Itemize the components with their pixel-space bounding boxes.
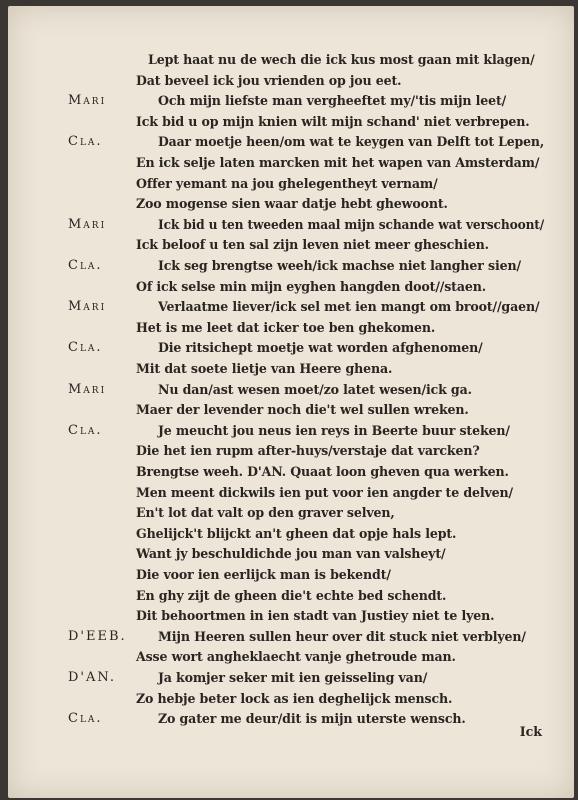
verse-line — [8, 73, 574, 95]
verse-line — [8, 299, 574, 321]
verse-line — [8, 443, 574, 465]
verse-line — [8, 361, 574, 383]
verse-text: Mit dat soete lietje van Heere ghena. — [136, 361, 393, 376]
verse-text: Dat beveel ick jou vrienden op jou eet. — [136, 72, 402, 88]
verse-text: Ick bid u op mijn knien wilt mijn schand' niet verbrepen. — [136, 113, 530, 129]
verse-text: Men meent dickwils ien put voor ien angder te delven/ — [136, 484, 513, 500]
verse-line — [8, 52, 574, 74]
verse-text: Ick seg brengtse weeh/ick machse niet langher sien/ — [158, 258, 521, 273]
verse-text: Zo gater me deur/dit is mijn uterste wensch. — [158, 711, 466, 727]
verse-text: Maer der levender noch die't wel sullen wreken. — [136, 402, 469, 418]
verse-line — [8, 340, 574, 362]
verse-text: Mijn Heeren sullen heur over dit stuck niet verblyen/ — [158, 628, 526, 644]
verse-line — [8, 279, 574, 301]
verse-text: Het is me leet dat icker toe ben ghekomen. — [136, 319, 436, 335]
verse-text: Ick beloof u ten sal zijn leven niet meer gheschien. — [136, 237, 489, 253]
verse-text: En't lot dat valt op den graver selven, — [136, 505, 395, 521]
speaker-label: Mari — [68, 216, 107, 232]
verse-text: Die ritsichept moetje wat worden afghenomen/ — [158, 340, 483, 356]
verse-line — [8, 134, 574, 156]
verse-text: Offer yemant na jou ghelegentheyt vernam/ — [136, 175, 438, 191]
verse-text: Je meucht jou neus ien reys in Beerte buur steken/ — [158, 422, 510, 438]
verse-line — [8, 217, 574, 239]
verse-text: Ick bid u ten tweeden maal mijn schande wat verschoont/ — [158, 216, 545, 232]
verse-text: Zo hebje beter lock as ien deghelijck mensch. — [136, 690, 453, 706]
verse-line — [8, 402, 574, 424]
verse-line — [8, 258, 574, 280]
verse-text: Brengtse weeh. D'AN. Quaat loon gheven qua werken. — [136, 464, 509, 479]
verse-line — [8, 608, 574, 630]
verse-text: Lept haat nu de wech die ick kus most gaan mit klagen/ — [148, 52, 535, 67]
verse-line — [8, 196, 574, 218]
verse-line — [8, 691, 574, 713]
verse-text: Asse wort angheklaecht vanje ghetroude man. — [136, 649, 456, 665]
verse-text: En ick selje laten marcken mit het wapen van Amsterdam/ — [136, 155, 540, 170]
verse-line — [8, 711, 574, 733]
verse-text: Ja komjer seker mit ien geisseling van/ — [158, 670, 428, 685]
verse-line — [8, 320, 574, 342]
speaker-label: Cla. — [68, 134, 103, 150]
speaker-label: Cla. — [68, 258, 103, 273]
verse-line — [8, 567, 574, 589]
verse-line — [8, 93, 574, 115]
speaker-label: D'EEB. — [68, 628, 127, 644]
verse-text: Want jy beschuldichde jou man van valsheyt/ — [136, 546, 446, 562]
verse-text: Och mijn liefste man vergheeftet my/'tis mijn leet/ — [158, 93, 507, 109]
verse-text: Of ick selse min mijn eyghen hangden doot//staen. — [136, 278, 486, 294]
verse-text: Dit behoortmen in ien stadt van Justiey niet te lyen. — [136, 608, 495, 624]
speaker-label: Mari — [68, 381, 107, 397]
verse-text: Die voor ien eerlijck man is bekendt/ — [136, 567, 391, 582]
speaker-label: Cla. — [68, 340, 103, 356]
catchword: Ick — [519, 724, 542, 739]
verse-text: Zoo mogense sien waar datje hebt ghewoont. — [136, 196, 448, 212]
verse-text: Ghelijck't blijckt an't gheen dat opje hals lept. — [136, 525, 457, 541]
verse-line — [8, 649, 574, 671]
verse-line — [8, 546, 574, 568]
book-page — [8, 6, 574, 798]
verse-line — [8, 155, 574, 177]
speaker-label: Cla. — [68, 422, 103, 438]
verse-line — [8, 629, 574, 651]
speaker-label: Mari — [68, 93, 107, 109]
verse-line — [8, 382, 574, 404]
verse-text: En ghy zijt de gheen die't echte bed schendt. — [136, 587, 447, 603]
verse-line — [8, 588, 574, 610]
verse-line — [8, 505, 574, 527]
verse-line — [8, 114, 574, 136]
verse-line — [8, 485, 574, 507]
speaker-label: Mari — [68, 299, 107, 315]
verse-line — [8, 237, 574, 259]
verse-line — [8, 670, 574, 692]
verse-text: Nu dan/ast wesen moet/zo latet wesen/ick ga. — [158, 381, 472, 397]
verse-line — [8, 526, 574, 548]
verse-line — [8, 423, 574, 445]
verse-line — [8, 176, 574, 198]
verse-text: Verlaatme liever/ick sel met ien mangt om broot//gaen/ — [158, 299, 540, 315]
speaker-label: Cla. — [68, 711, 103, 727]
verse-text: Die het ien rupm after-huys/verstaje dat varcken? — [136, 443, 480, 459]
speaker-label: D'AN. — [68, 670, 117, 685]
verse-text: Daar moetje heen/om wat te keygen van Delft tot Lepen, — [158, 134, 545, 150]
verse-line — [8, 464, 574, 486]
